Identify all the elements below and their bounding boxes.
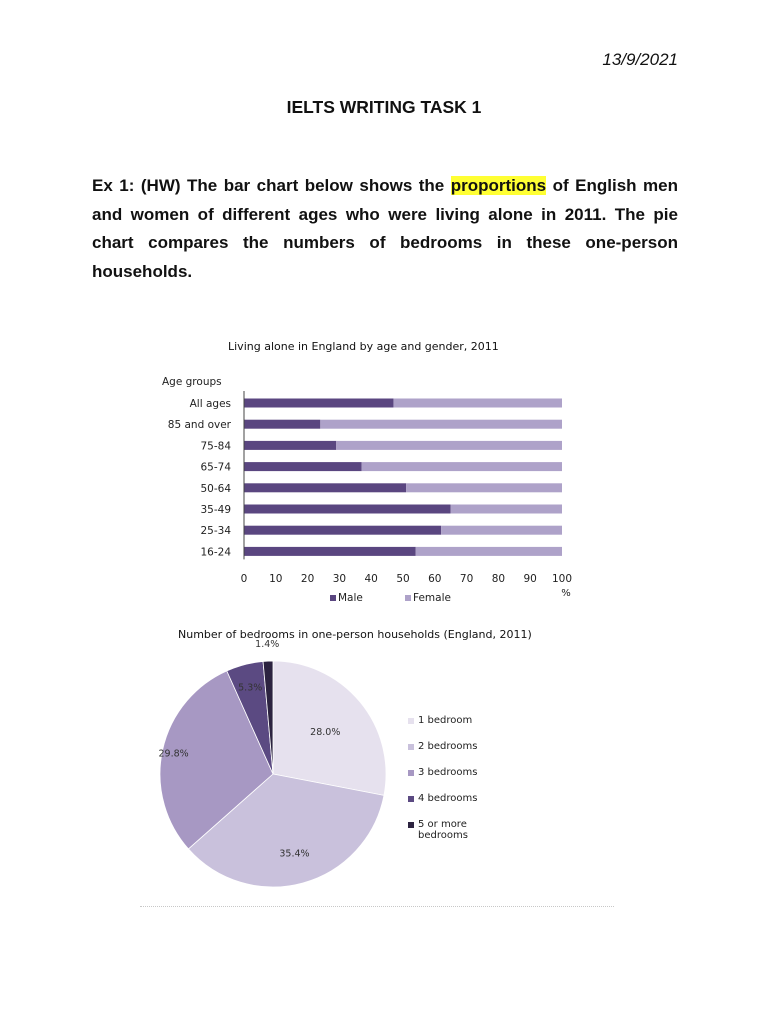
x-tick-label: 100 [551,573,573,585]
pie-value-label: 35.4% [279,848,310,860]
divider [140,906,614,907]
bar-male [244,483,406,492]
x-tick-label: 80 [491,573,506,585]
bar-male [244,420,320,429]
pie-chart-title: Number of bedrooms in one-person households (England, 2011) [178,628,532,641]
x-tick-label: 20 [300,573,315,585]
x-axis-unit: % [561,588,571,599]
task-text-suffix: of English men and women of different ages who were living alone in 2011. The pie chart compares the numbers of bedrooms in these one-person households. [92,176,678,281]
x-tick-label: 60 [428,573,442,585]
bar-male [244,547,416,556]
bar-female [320,420,562,429]
x-tick-label: 90 [523,573,537,585]
x-tick-label: 70 [459,573,474,585]
bar-female [362,462,562,471]
highlighted-word: proportions [450,176,547,195]
legend-label: 4 bedrooms [418,793,478,804]
pie-legend-item [408,793,477,804]
bar-male [244,462,362,471]
pie-legend-item [408,715,472,726]
task-text-prefix: Ex 1: (HW) The bar chart below shows the [92,176,451,195]
bar-female [336,441,562,450]
legend-label-male: Male [338,592,363,604]
bar-chart-title: Living alone in England by age and gender, 2011 [228,340,499,353]
legend-label-female: Female [413,592,451,604]
legend-swatch [408,796,414,802]
category-label: 25-34 [200,525,231,538]
x-tick-label: 50 [396,573,410,585]
bar-female [451,505,562,514]
bar-chart [150,365,600,610]
bar-male [244,526,441,535]
legend-label: 2 bedrooms [418,741,478,752]
x-tick-label: 0 [240,573,248,585]
bar-male [244,399,393,408]
legend-swatch-female [405,595,411,601]
date: 13/9/2021 [602,50,678,69]
category-label: 50-64 [200,482,231,495]
legend-label: 1 bedroom [418,715,473,726]
pie-legend-item [408,819,478,841]
bar-female [441,526,562,535]
y-axis-title: Age groups [162,376,222,388]
legend-label: 3 bedrooms [418,767,478,778]
x-tick-label: 40 [364,573,378,585]
category-label: All ages [189,398,231,410]
category-label: 65-74 [200,461,231,474]
x-tick-label: 10 [269,573,283,585]
legend-swatch [408,822,414,828]
category-label: 85 and over [167,419,231,432]
pie-value-label: 5.3% [238,682,263,694]
bar-female [416,547,562,556]
legend-swatch [408,744,414,750]
pie-legend-item [408,741,477,752]
bar-female [393,399,562,408]
pie-chart [140,639,400,890]
legend-swatch [408,718,414,724]
bar-male [244,505,451,514]
category-label: 75-84 [200,440,231,453]
bar-female [406,483,562,492]
pie-value-label: 1.4% [255,639,280,651]
category-label: 35-49 [200,504,231,516]
pie-value-label: 29.8% [158,748,189,760]
pie-legend-item [408,767,477,778]
pie-value-label: 28.0% [310,726,341,738]
legend-label: 5 or more bedrooms [418,819,468,841]
legend-swatch-male [330,595,336,601]
bar-male [244,441,336,450]
task-description [92,172,678,286]
legend-swatch [408,770,414,776]
x-tick-label: 30 [332,573,347,585]
page-title: IELTS WRITING TASK 1 [286,97,482,117]
category-label: 16-24 [200,546,231,559]
